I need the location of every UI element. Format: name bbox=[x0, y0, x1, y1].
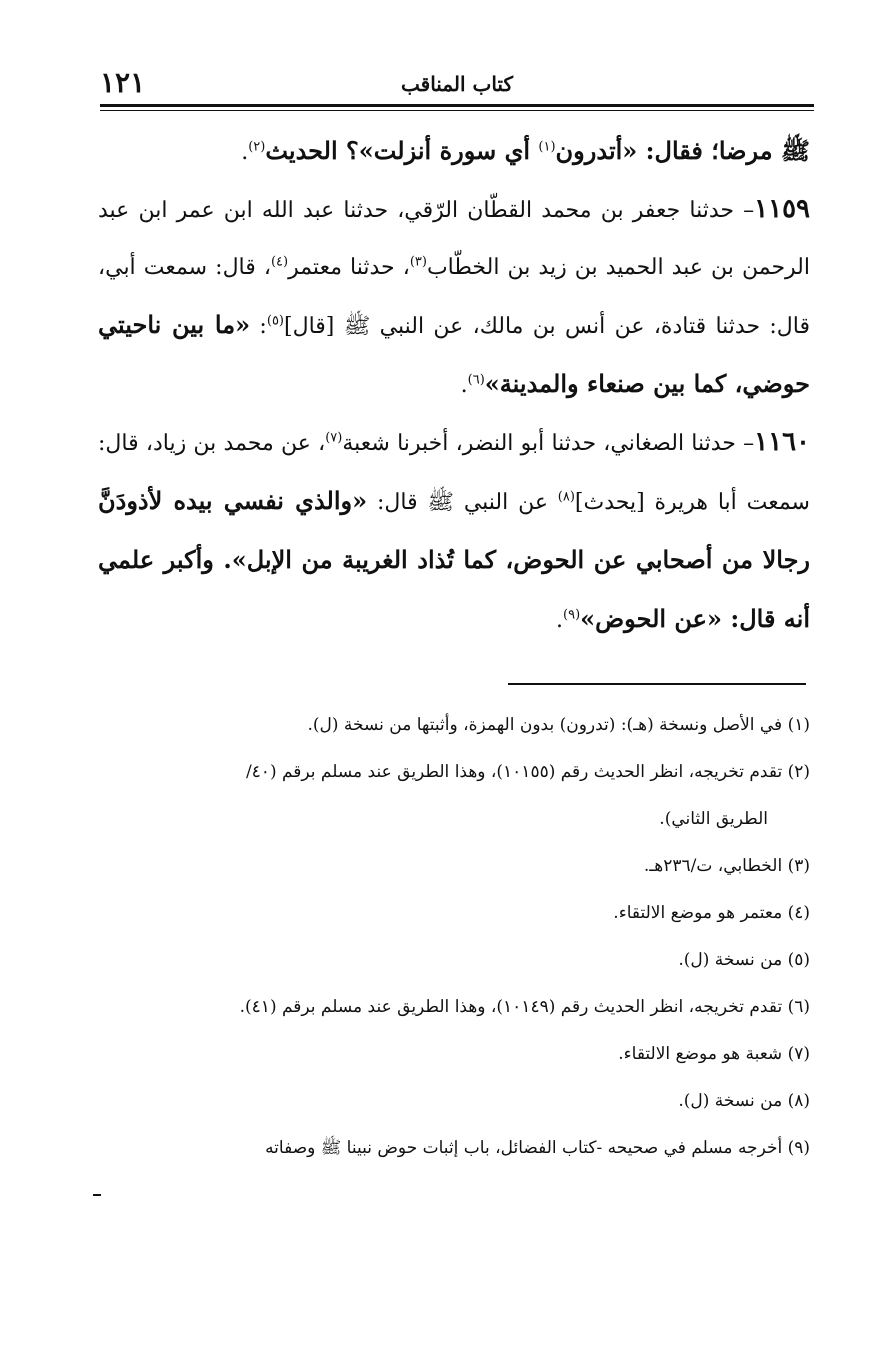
text-run: – حدثنا الصغاني، حدثنا أبو النضر، أخبرنا شعبة bbox=[342, 431, 755, 456]
paragraph-continuation bbox=[98, 122, 810, 181]
hadith-matn: «والذي نفسي بيده لأذودَنَّ رجالا من أصحابي عن الحوض، كما تُذاد الغريبة من الإبل». وأكبر علمي أنه قال: «عن الحوض» bbox=[98, 486, 810, 633]
text-run: ﷺ مرضا؛ فقال: bbox=[637, 136, 810, 165]
footnote-separator bbox=[508, 683, 806, 685]
footnote-9: (٩) أخرجه مسلم في صحيحه -كتاب الفضائل، باب إثبات حوض نبينا ﷺ وصفاته bbox=[265, 1138, 810, 1158]
footnote-ref: (٨) bbox=[557, 489, 575, 505]
hadith-number: ١١٦٠ bbox=[754, 427, 810, 457]
footnote-ref: (١) bbox=[538, 139, 556, 155]
text-run: ، حدثنا معتمر bbox=[288, 255, 410, 280]
text-run: : bbox=[250, 314, 267, 339]
footnote-2-continuation: الطريق الثاني). bbox=[659, 809, 768, 829]
text-run: . bbox=[556, 608, 564, 633]
text-run: ، قال: سمعت أبي، قال: حدثنا قتادة، عن أنس بن مالك، عن النبي ﷺ [قال] bbox=[98, 255, 811, 339]
footnote-ref: (٧) bbox=[325, 430, 343, 446]
text-run: أي سورة أنزلت»؟ الحديث bbox=[265, 136, 539, 165]
text-run: . bbox=[241, 140, 249, 165]
hadith-1159 bbox=[98, 181, 810, 414]
page-header bbox=[100, 66, 814, 102]
page-number: ١٢١ bbox=[100, 66, 146, 99]
hadith-number: ١١٥٩ bbox=[754, 194, 810, 224]
text-run: «أتدرون bbox=[555, 136, 638, 165]
footnote-ref: (٢) bbox=[248, 139, 266, 155]
footnote-3: (٣) الخطابي، ت/٢٣٦هـ. bbox=[643, 856, 810, 876]
running-title: كتاب المناقب bbox=[401, 72, 513, 96]
text-run: عن النبي ﷺ قال: bbox=[367, 490, 558, 515]
text-run: – حدثنا جعفر بن محمد القطّان الرّقي، حدثنا عبد الله ابن عمر ابن عبد الرحمن بن عبد الحميد بن زيد بن الخطّاب bbox=[98, 198, 810, 280]
continuation-dash bbox=[93, 1194, 101, 1196]
footnote-1: (١) في الأصل ونسخة (هـ): (تدرون) بدون الهمزة، وأثبتها من نسخة (ل). bbox=[307, 715, 810, 735]
footnote-7: (٧) شعبة هو موضع الالتقاء. bbox=[618, 1044, 810, 1064]
text-run: ، عن محمد بن زياد، قال: سمعت أبا هريرة [يحدث] bbox=[98, 431, 810, 515]
footnote-5: (٥) من نسخة (ل). bbox=[678, 950, 810, 970]
footnote-ref: (٦) bbox=[467, 372, 485, 388]
footnote-6: (٦) تقدم تخريجه، انظر الحديث رقم (١٠١٤٩)، وهذا الطريق عند مسلم برقم (٤١). bbox=[239, 997, 810, 1017]
footnote-4: (٤) معتمر هو موضع الالتقاء. bbox=[613, 903, 810, 923]
hadith-matn: «ما بين ناحيتي حوضي، كما بين صنعاء والمدينة» bbox=[98, 310, 810, 398]
main-text bbox=[98, 122, 810, 649]
header-rule-thick bbox=[100, 104, 814, 107]
footnote-ref: (٥) bbox=[266, 313, 284, 329]
footnote-2: (٢) تقدم تخريجه، انظر الحديث رقم (١٠١٥٥)، وهذا الطريق عند مسلم برقم (٤٠/ bbox=[245, 762, 810, 782]
footnote-ref: (٣) bbox=[409, 254, 427, 270]
header-rule-thin bbox=[100, 110, 814, 111]
footnote-ref: (٩) bbox=[563, 607, 581, 623]
footnote-8: (٨) من نسخة (ل). bbox=[678, 1091, 810, 1111]
text-run: . bbox=[460, 373, 468, 398]
footnote-ref: (٤) bbox=[270, 254, 289, 270]
hadith-1160 bbox=[98, 414, 810, 649]
footnotes bbox=[98, 702, 810, 1172]
